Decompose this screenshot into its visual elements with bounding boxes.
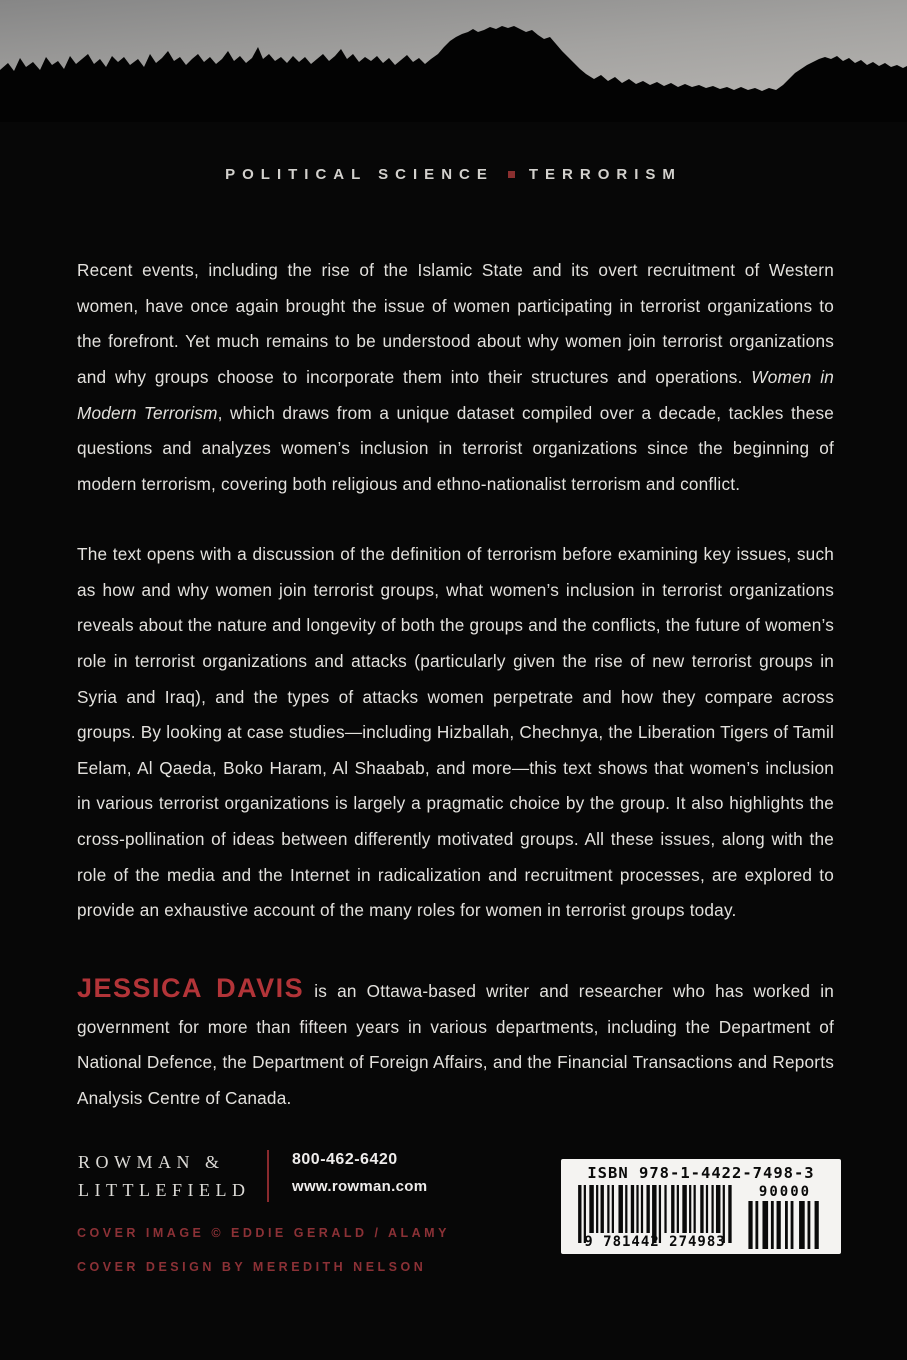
- cover-design-credit: COVER DESIGN BY MEREDITH NELSON: [77, 1260, 427, 1274]
- author-bio-text: is an Ottawa-based writer and researcher who has worked in government for more than fifteen years in various departments, including the Department of National Defence, the Department of Foreign Affairs, and the Financial Transactions and Reports Analysis Centre of Canada.: [77, 981, 835, 1108]
- publisher-website: www.rowman.com: [292, 1178, 428, 1195]
- book-title-italic: Women in Modern Terrorism: [77, 366, 834, 423]
- ean5-supplement-bars: [747, 1201, 823, 1249]
- synopsis-paragraph-1: [77, 253, 834, 502]
- publisher-phone: 800-462-6420: [292, 1151, 398, 1168]
- barcode-price-code: 90000: [758, 1184, 812, 1200]
- synopsis-p1-text: Recent events, including the rise of the Islamic State and its overt recruitment of Western women, have once again brought the issue of women participating in terrorist organizations to the forefront. Yet much remains to be understood about why women join terrorist organizations and why groups choose to incorporate them into their structures and operations.: [77, 260, 834, 387]
- synopsis-p1-continued: , which draws from a unique dataset compiled over a decade, tackles these questions and analyzes women’s inclusion in terrorist organizations since the beginning of modern terrorism, covering both religious and ethno-nationalist terrorism and conflict.: [77, 402, 834, 494]
- publisher-divider-line: [267, 1150, 269, 1202]
- synopsis-paragraph-2: The text opens with a discussion of the definition of terrorism before examining key issues, such as how and why women join terrorist groups, what women’s inclusion in terrorist organizations reveals about the nature and longevity of both the groups and the conflicts, the future of women’s role in terrorist organizations and attacks (particularly given the rise of new terrorist groups in Syria and Iraq), and the types of attacks women perpetrate and how they compare across groups. By looking at case studies—including Hizballah, Chechnya, the Liberation Tigers of Tamil Eelam, Al Qaeda, Boko Haram, Al Shaabab, and more—this text shows that women’s inclusion in various terrorist organizations is largely a pragmatic choice by the group. It also highlights the cross-pollination of ideas between differently motivated groups. All these issues, along with the role of the media and the Internet in radicalization and recruitment processes, are explored to provide an exhaustive account of the many roles for women in terrorist groups today.: [77, 544, 834, 921]
- barcode-digits: 9 781442 274983: [584, 1234, 726, 1250]
- isbn-barcode: [561, 1159, 841, 1254]
- category-political-science: POLITICAL SCIENCE: [225, 166, 494, 183]
- author-bio-paragraph: [77, 974, 834, 1116]
- cover-image-credit: COVER IMAGE © EDDIE GERALD / ALAMY: [77, 1226, 450, 1240]
- author-name: JESSICA DAVIS: [77, 973, 305, 1004]
- category-separator-square: [508, 171, 515, 178]
- isbn-number: ISBN 978-1-4422-7498-3: [587, 1164, 815, 1182]
- category-terrorism: TERRORISM: [528, 166, 682, 183]
- publisher-name-line2: LITTLEFIELD: [78, 1180, 251, 1200]
- rubble-photo: [0, 0, 907, 122]
- publisher-logo: [78, 1148, 278, 1204]
- category-header: [0, 166, 907, 183]
- publisher-name-line1: ROWMAN &: [78, 1152, 225, 1172]
